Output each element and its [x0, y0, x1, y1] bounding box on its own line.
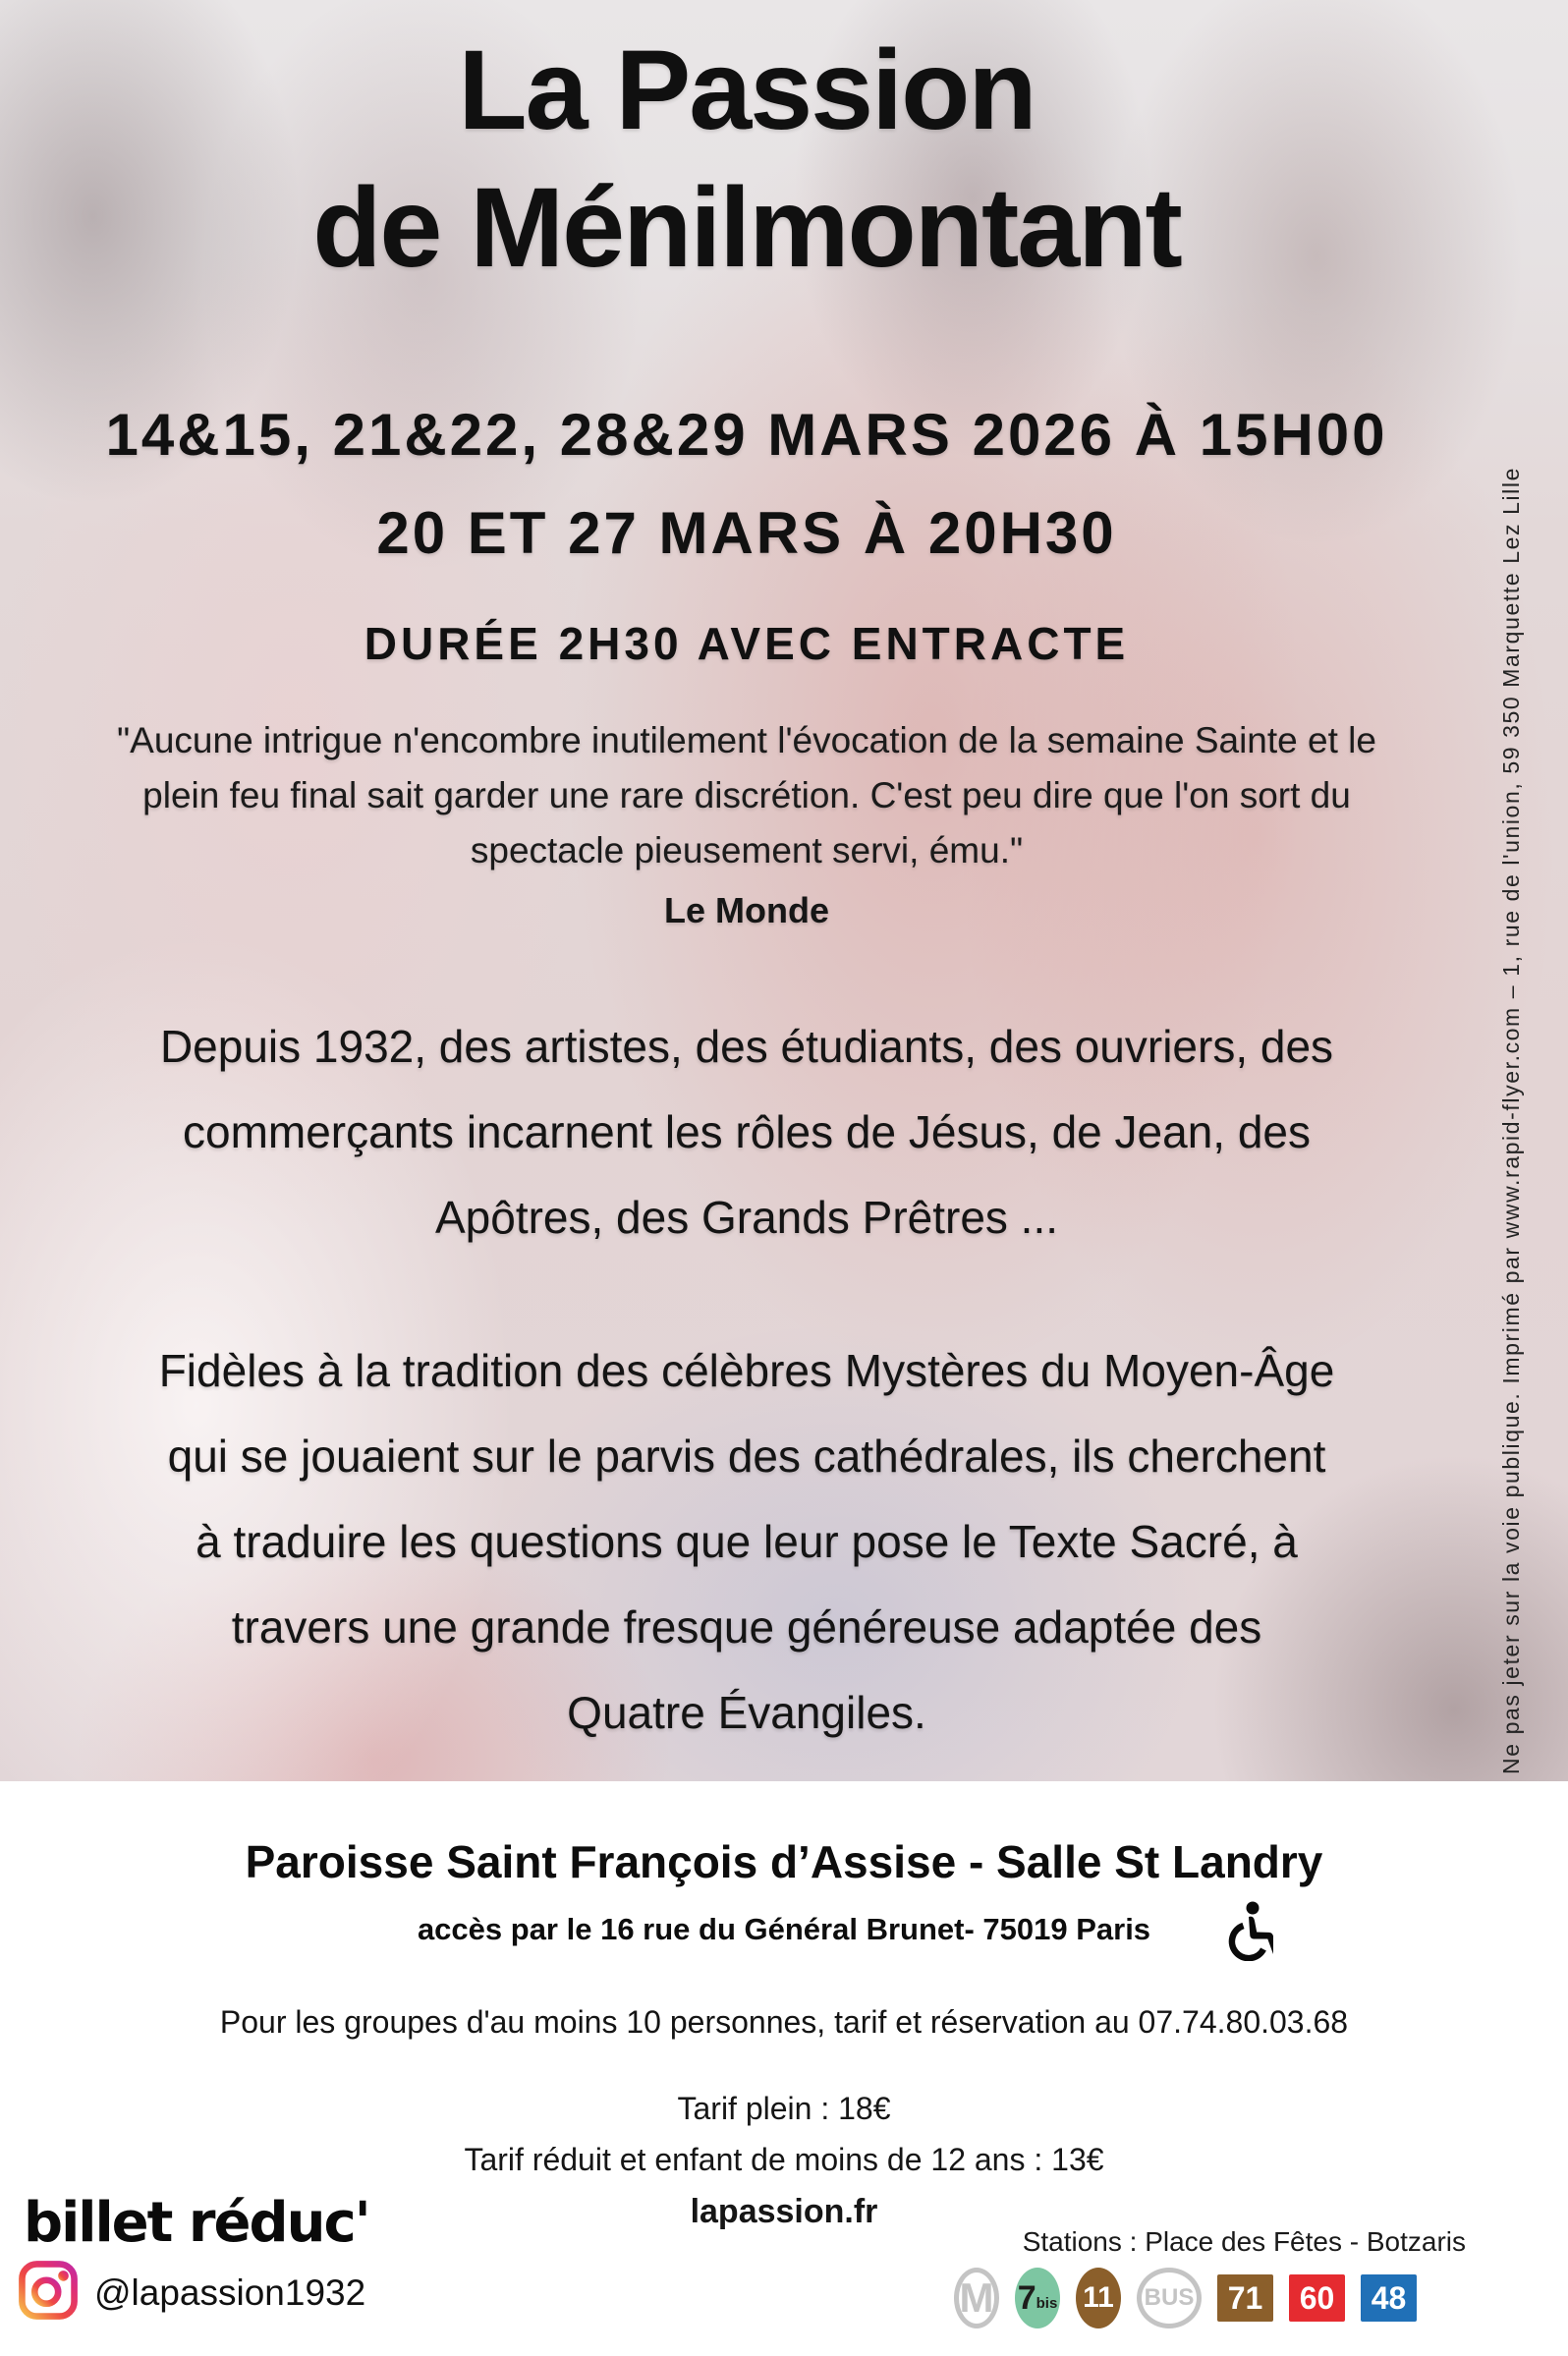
line-number: 7	[1017, 2279, 1036, 2317]
page-title	[0, 22, 1493, 298]
metro-icon	[954, 2268, 999, 2328]
quote-line: "Aucune intrigue n'encombre inutilement l'évocation de la semaine Sainte et le	[117, 720, 1376, 760]
quote-line: spectacle pieusement servi, ému."	[470, 830, 1024, 870]
wheelchair-icon	[1226, 1900, 1273, 1966]
print-notice: Ne pas jeter sur la voie publique. Imprimé par www.rapid-flyer.com – 1, rue de l'union, 59 350 Marquette Lez Lille	[1498, 467, 1524, 1774]
website-url: lapassion.fr	[690, 2193, 878, 2230]
price-full: Tarif plein : 18€	[677, 2091, 891, 2126]
paragraph-line: Quatre Évangiles.	[567, 1687, 926, 1738]
quote-source: Le Monde	[664, 890, 829, 930]
line-number: 71	[1227, 2279, 1263, 2316]
groups-info: Pour les groupes d'au moins 10 personnes, tarif et réservation au 07.74.80.03.68	[219, 2004, 1349, 2040]
press-quote	[0, 713, 1493, 878]
instagram-row	[18, 2260, 365, 2326]
line-suffix: bis	[1036, 2294, 1058, 2312]
title-line-2: de Ménilmontant	[312, 165, 1181, 292]
about-paragraph-1	[0, 1004, 1493, 1261]
bus-icon	[1137, 2268, 1202, 2328]
bus-line-71-badge	[1217, 2274, 1273, 2322]
dates-line-2: 20 ET 27 MARS À 20H30	[376, 500, 1117, 566]
paragraph-line: Fidèles à la tradition des célèbres Mystères du Moyen-Âge	[158, 1345, 1335, 1396]
paragraph-line: Depuis 1932, des artistes, des étudiants, des ouvriers, des	[159, 1021, 1334, 1072]
line-number: 11	[1083, 2281, 1114, 2314]
venue-access: accès par le 16 rue du Général Brunet- 75019 Paris	[417, 1912, 1151, 1946]
transit-badges	[954, 2266, 1417, 2330]
paragraph-line: travers une grande fresque généreuse adaptée des	[231, 1601, 1262, 1653]
metro-letter: M	[959, 2274, 994, 2321]
line-number: 48	[1371, 2279, 1407, 2316]
paragraph-line: commerçants incarnent les rôles de Jésus, de Jean, des	[182, 1106, 1312, 1157]
instagram-handle: @lapassion1932	[94, 2272, 366, 2313]
venue-name: Paroisse Saint François d’Assise - Salle St Landry	[245, 1836, 1323, 1887]
bus-line-60-badge	[1289, 2274, 1345, 2322]
quote-line: plein feu final sait garder une rare discrétion. C'est peu dire que l'on sort du	[142, 775, 1351, 815]
bus-line-48-badge	[1361, 2274, 1417, 2322]
duration-line: DURÉE 2H30 AVEC ENTRACTE	[364, 618, 1130, 669]
paragraph-line: Apôtres, des Grands Prêtres ...	[434, 1192, 1059, 1243]
paragraph-line: qui se jouaient sur le parvis des cathédrales, ils cherchent	[167, 1430, 1326, 1482]
price-reduced: Tarif réduit et enfant de moins de 12 ans : 13€	[464, 2142, 1104, 2177]
instagram-icon	[18, 2260, 79, 2326]
paragraph-line: à traduire les questions que leur pose le Texte Sacré, à	[196, 1516, 1298, 1567]
bus-letters: BUS	[1144, 2284, 1195, 2311]
line-number: 60	[1299, 2279, 1335, 2316]
metro-line-11-badge	[1076, 2268, 1121, 2328]
dates-line-1: 14&15, 21&22, 28&29 MARS 2026 À 15H00	[105, 402, 1388, 468]
billetreduc-logo: billet réduc'	[24, 2191, 369, 2255]
metro-line-7bis-badge	[1015, 2268, 1060, 2328]
about-paragraph-2	[0, 1328, 1493, 1756]
title-line-1: La Passion	[458, 28, 1036, 153]
stations-label: Stations : Place des Fêtes - Botzaris	[1022, 2226, 1466, 2257]
